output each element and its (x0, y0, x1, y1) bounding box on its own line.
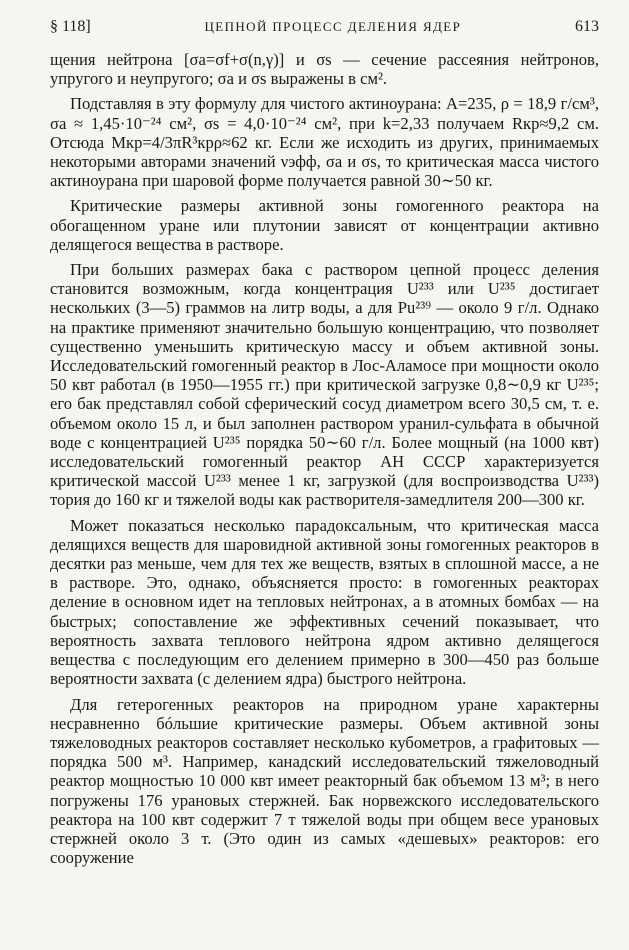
paragraph: При больших размерах бака с раствором цепной процесс деления становится возможным, когда концентрация U²³³ или U²³⁵ достигает нескольких (3—5) граммов на литр воды, а для Pu²³⁹ — около 9 г/л. Однако на практике применяют значительно большую концентрацию, что позволяет существенно уменьшить критическую массу и объем активной зоны. Исследовательский гомогенный реактор в Лос-Аламосе при мощности около 50 квт работал (в 1950—1955 гг.) при критической загрузке 0,8∼0,9 кг U²³⁵; его бак представлял собой сферический сосуд диаметром всего 30,5 см, т. е. объемом около 15 л, и был заполнен раствором уранил-сульфата в обычной воде с концентрацией U²³⁵ порядка 50∼60 г/л. Более мощный (на 1000 квт) исследовательский гомогенный реактор АН СССР характеризуется критической массой U²³³ менее 1 кг, загрузкой (для воспроизводства U²³³) тория до 160 кг и тяжелой воды как растворителя-замедлителя 200—300 кг. (50, 260, 599, 510)
paragraph: щения нейтрона [σa=σf+σ(n,γ)] и σs — сечение рассеяния нейтронов, упругого и неупругого; σa и σs выражены в см². (50, 50, 599, 89)
paragraph: Подставляя в эту формулу для чистого актиноурана: A=235, ρ = 18,9 г/см³, σa ≈ 1,45·10⁻²⁴ см², σs = 4,0·10⁻²⁴ см², при k=2,33 получаем Rкр≈9,2 см. Отсюда Mкр=4/3πR³крρ≈62 кг. Если же исходить из других, принимаемых некоторыми авторами значений νэфф, σa и σs, то критическая масса чистого актиноурана при шаровой форме получается равной 30∼50 кг. (50, 94, 599, 191)
paragraph: Для гетерогенных реакторов на природном уране характерны несравненно бóльшие критические размеры. Объем активной зоны тяжеловодных реакторов составляет несколько кубометров, а графитовых — порядка 500 м³. Например, канадский исследовательский тяжеловодный реактор мощностью 10 000 квт имеет реакторный бак объемом 13 м³; в него погружены 176 урановых стержней. Бак норвежского исследовательского реактора на 100 квт содержит 7 т тяжелой воды при общем весе урановых стержней около 3 т. (Это один из самых «дешевых» реакторов: его сооружение (50, 694, 599, 868)
running-header (50, 18, 599, 36)
body-text (50, 50, 599, 867)
paragraph: Может показаться несколько парадоксальным, что критическая масса делящихся веществ для шаровидной активной зоны гомогенных реакторов в десятки раз меньше, чем для тех же веществ, взятых в сплошной массе, а не в растворе. Это, однако, объясняется просто: в гомогенных реакторах деление в основном идет на тепловых нейтронах, а в атомных бомбах — на быстрых; сопоставление же эффективных сечений показывает, что вероятность захвата теплового нейтрона ядром активно делящегося вещества с последующим его делением примерно в 300—450 раз больше вероятности захвата (с делением ядра) быстрого нейтрона. (50, 515, 599, 689)
page-number: 613 (575, 18, 599, 35)
paragraph: Критические размеры активной зоны гомогенного реактора на обогащенном уране или плутонии зависят от концентрации активно делящегося вещества в растворе. (50, 196, 599, 254)
chapter-title: ЦЕПНОЙ ПРОЦЕСС ДЕЛЕНИЯ ЯДЕР (204, 19, 462, 34)
section-marker: § 118] (50, 18, 91, 35)
